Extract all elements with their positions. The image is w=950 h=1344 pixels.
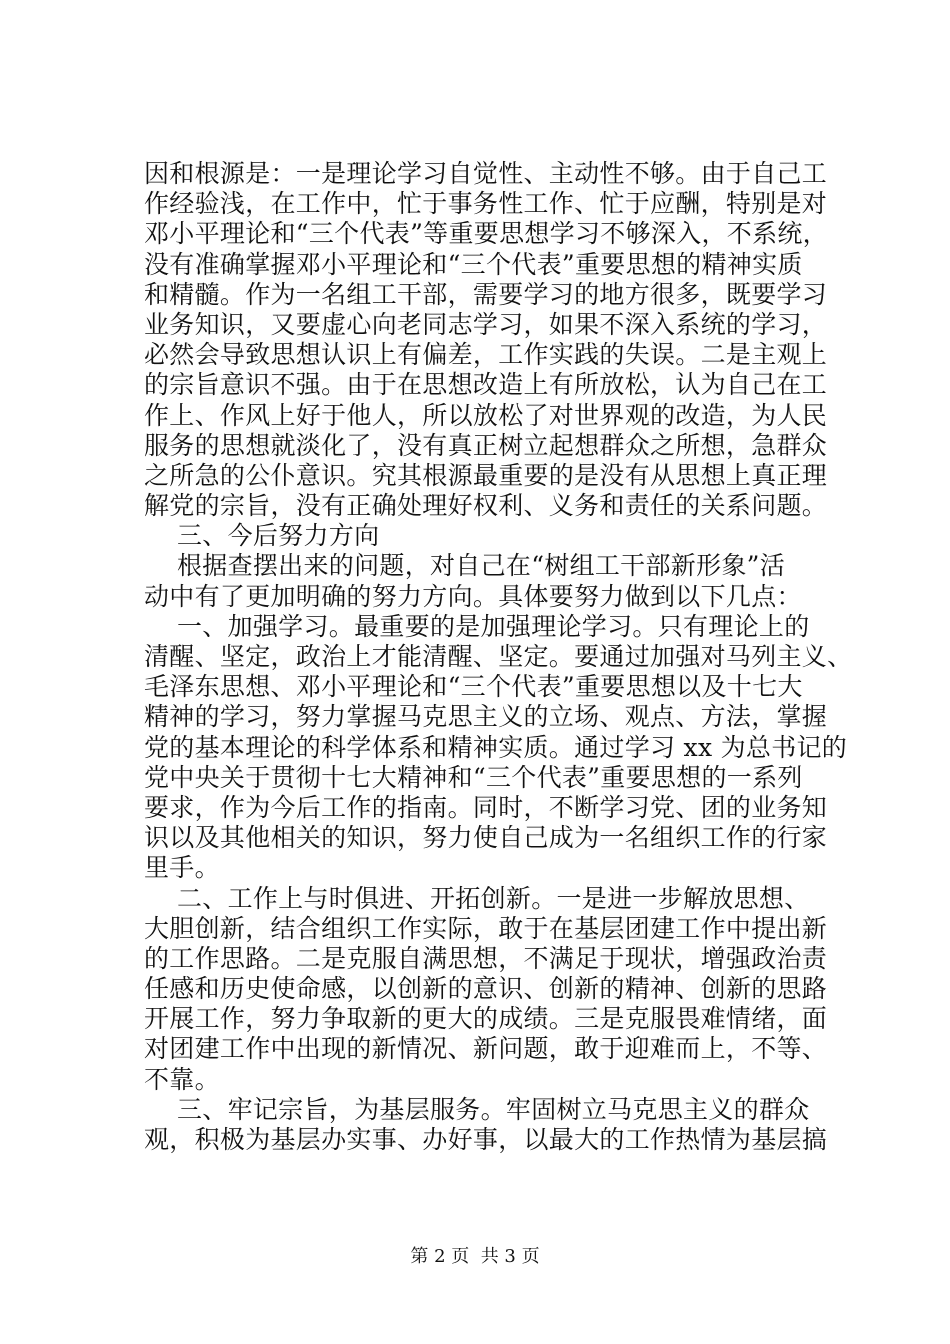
- text-line: 毛泽东思想、邓小平理论和“三个代表”重要思想以及十七大: [144, 672, 803, 702]
- text-line: 要求，作为今后工作的指南。同时，不断学习党、团的业务知: [144, 792, 828, 822]
- text-line: 和精髓。作为一名组工干部，需要学习的地方很多，既要学习: [144, 279, 828, 309]
- text-line: 没有准确掌握邓小平理论和“三个代表”重要思想的精神实质: [144, 249, 803, 279]
- text-line: 开展工作，努力争取新的更大的成绩。三是克服畏难情绪，面: [144, 1004, 828, 1034]
- text-line: 清醒、坚定，政治上才能清醒、坚定。要通过加强对马列主义、: [144, 642, 853, 671]
- text-line: 因和根源是：一是理论学习自觉性、主动性不够。由于自己工: [144, 159, 828, 188]
- text-line: 党中央关于贯彻十七大精神和“三个代表”重要思想的一系列: [144, 762, 803, 792]
- text-line: 作上、作风上好于他人，所以放松了对世界观的改造，为人民: [144, 400, 828, 430]
- text-line: 党的基本理论的科学体系和精神实质。通过学习 xx 为总书记的: [144, 732, 848, 762]
- text-line: 观，积极为基层办实事、办好事，以最大的工作热情为基层搞: [144, 1125, 828, 1154]
- document-body: [144, 159, 853, 1155]
- text-line: 解党的宗旨，没有正确处理好权利、义务和责任的关系问题。: [144, 491, 828, 521]
- text-line: 作经验浅，在工作中，忙于事务性工作、忙于应酬，特别是对: [144, 189, 828, 219]
- text-line: 里手。: [144, 853, 220, 883]
- text-line: 二、工作上与时俱进、开拓创新。一是进一步解放思想、: [144, 883, 810, 913]
- text-line: 一、加强学习。最重要的是加强理论学习。只有理论上的: [144, 611, 810, 641]
- text-line: 的宗旨意识不强。由于在思想改造上有所放松，认为自己在工: [144, 370, 828, 400]
- page-footer: [0, 1246, 950, 1268]
- text-line: 精神的学习，努力掌握马克思主义的立场、观点、方法，掌握: [144, 702, 828, 732]
- text-line: 业务知识，又要虚心向老同志学习，如果不深入系统的学习，: [144, 309, 828, 339]
- text-line: 任感和历史使命感，以创新的意识、创新的精神、创新的思路: [144, 974, 828, 1004]
- page-number-label: 第 2 页 共 3 页: [410, 1246, 540, 1267]
- text-line: 对团建工作中出现的新情况、新问题，敢于迎难而上，不等、: [144, 1034, 828, 1064]
- text-line: 服务的思想就淡化了，没有真正树立起想群众之所想，急群众: [144, 430, 828, 460]
- text-line: 之所急的公仆意识。究其根源最重要的是没有从思想上真正理: [144, 460, 828, 490]
- text-line: 识以及其他相关的知识，努力使自己成为一名组织工作的行家: [144, 823, 828, 853]
- text-line: 大胆创新，结合组织工作实际，敢于在基层团建工作中提出新: [144, 913, 828, 943]
- text-line: 根据查摆出来的问题，对自己在“树组工干部新形象”活: [144, 551, 786, 581]
- text-line: 邓小平理论和“三个代表”等重要思想学习不够深入，不系统，: [144, 219, 828, 249]
- text-line: 三、牢记宗旨，为基层服务。牢固树立马克思主义的群众: [144, 1094, 810, 1124]
- text-line: 的工作思路。二是克服自满思想，不满足于现状，增强政治责: [144, 943, 828, 973]
- text-line: 必然会导致思想认识上有偏差，工作实践的失误。二是主观上: [144, 340, 828, 370]
- text-line: 不靠。: [144, 1064, 220, 1094]
- text-line: 动中有了更加明确的努力方向。具体要努力做到以下几点：: [144, 581, 802, 611]
- section-heading: 三、今后努力方向: [144, 521, 380, 551]
